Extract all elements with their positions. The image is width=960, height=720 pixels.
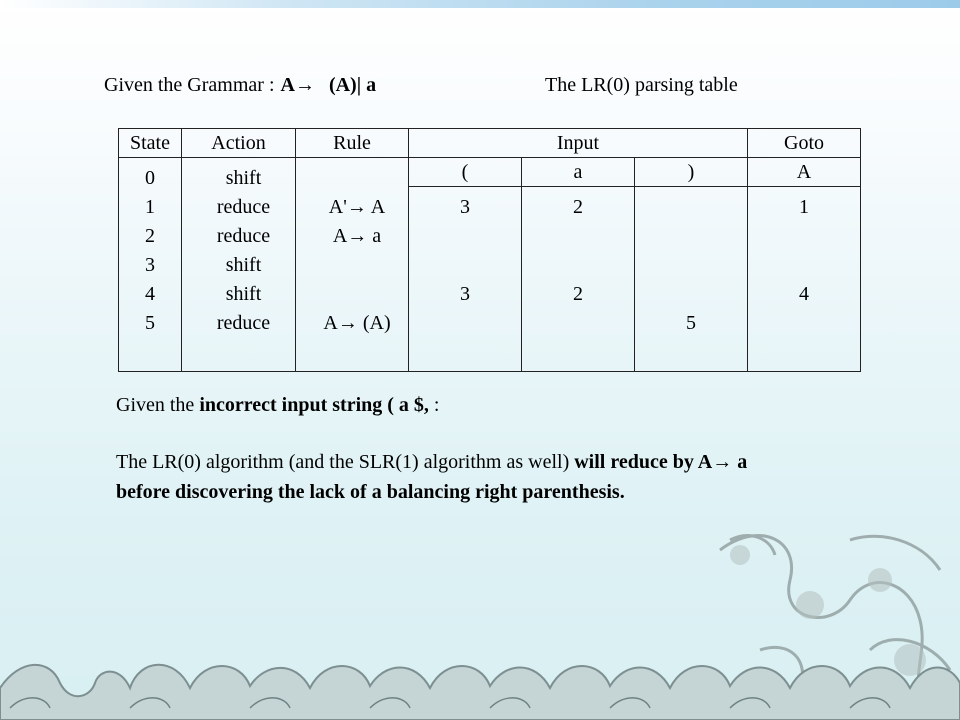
state-cell: 1 [145,196,155,218]
action-column [182,158,296,372]
input-cell [522,222,634,251]
action-cell: shift [225,283,262,305]
input-cell [522,251,634,280]
state-cell: 4 [145,283,155,305]
table-header-row [119,129,861,158]
input-symbol-a: a [522,158,635,187]
input-cell [635,251,747,280]
rule-cell: A'→ A [328,196,386,218]
input-cell [522,309,634,338]
action-cell: reduce [216,225,271,247]
wave-border-decoration [0,648,960,720]
input-cell: 5 [686,312,696,334]
action-cell: shift [225,167,262,189]
lr0-parsing-table [118,128,861,372]
header-state: State [119,129,182,158]
explanation-line-1 [116,451,747,474]
input-cell [409,309,521,338]
rule-cell [296,251,408,280]
explanation-normal: The LR(0) algorithm (and the SLR(1) algorithm as well) [116,451,575,473]
input-symbol-rparen: ) [635,158,748,187]
input-rparen-column [635,187,748,372]
given-prefix: Given the [116,394,200,416]
input-a-column [522,187,635,372]
input-cell [409,251,521,280]
input-cell: 3 [460,283,470,305]
explanation-line-2: before discovering the lack of a balancing right parenthesis. [116,481,625,503]
header-action: Action [182,129,296,158]
table-subheader-row [119,158,861,187]
input-symbol-lparen: ( [409,158,522,187]
state-cell: 5 [145,312,155,334]
goto-cell: 4 [799,283,809,305]
rule-cell: A→ a [332,225,382,247]
goto-a-column [748,187,861,372]
input-cell [522,338,634,367]
goto-cell [748,251,860,280]
header-goto: Goto [748,129,861,158]
explanation-bold: will reduce by A→ a [574,451,748,473]
goto-cell [748,338,860,367]
goto-cell [748,222,860,251]
state-cell: 2 [145,225,155,247]
input-cell [635,338,747,367]
header-input: Input [409,129,748,158]
state-cell: 0 [145,167,155,189]
input-cell [635,280,747,309]
input-lparen-column [409,187,522,372]
grammar-label: Given the Grammar : [104,74,275,96]
given-suffix: : [428,394,440,416]
rule-cell [296,164,408,193]
given-input-line [116,394,439,417]
input-cell [635,222,747,251]
action-cell: shift [225,254,262,276]
state-cell: 3 [145,254,155,276]
input-cell [409,338,521,367]
action-cell: reduce [216,312,271,334]
action-cell: reduce [216,196,271,218]
input-cell [635,193,747,222]
rule-cell [296,280,408,309]
grammar-arrow: → [294,74,315,96]
input-cell: 3 [460,196,470,218]
goto-cell: 1 [799,196,809,218]
header-rule: Rule [296,129,409,158]
goto-cell [748,309,860,338]
given-bold: incorrect input string ( a $, [199,394,429,416]
input-cell: 2 [573,283,583,305]
input-cell: 2 [573,196,583,218]
grammar-lhs: A [280,74,295,96]
top-accent-bar [0,0,960,8]
rule-column [296,158,409,372]
table-caption: The LR(0) parsing table [545,74,738,96]
goto-symbol-a: A [748,158,861,187]
input-cell [409,222,521,251]
grammar-definition [104,74,376,97]
state-column [119,158,182,372]
grammar-rhs: (A)| a [328,74,377,96]
rule-cell: A→ (A) [323,312,391,334]
